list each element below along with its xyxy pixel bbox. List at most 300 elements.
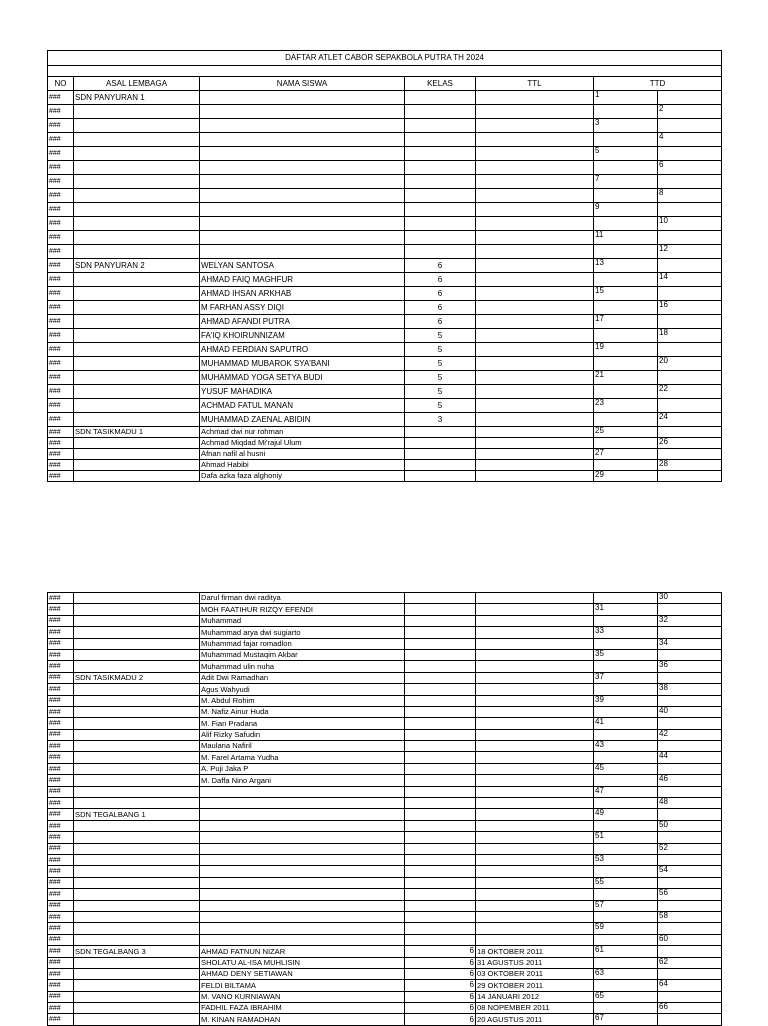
ttd-signature-number: 33 — [594, 627, 658, 638]
ttd-signature-number: 57 — [594, 900, 658, 911]
table-row — [48, 900, 722, 911]
ttl-cell — [476, 718, 594, 729]
nama-siswa-cell: A. Puji Jaka P — [200, 763, 405, 774]
ttd-signature-number: 27 — [594, 449, 658, 460]
nama-siswa-cell — [200, 91, 405, 105]
asal-lembaga-cell — [74, 627, 200, 638]
kelas-cell: 5 — [405, 357, 476, 371]
ttd-signature-blank — [594, 775, 658, 786]
nama-siswa-cell: Afnan nafil al husni — [200, 449, 405, 460]
ttd-signature-number: 1 — [594, 91, 658, 105]
kelas-cell — [405, 718, 476, 729]
nama-siswa-cell: M. VANO KURNIAWAN — [200, 991, 405, 1002]
ttd-signature-blank — [594, 661, 658, 672]
table-row — [48, 385, 722, 399]
asal-lembaga-cell — [74, 832, 200, 843]
nama-siswa-cell: Dafa azka faza alghoniy — [200, 471, 405, 482]
kelas-cell: 6 — [405, 273, 476, 287]
row-number: ### — [48, 147, 74, 161]
table-row — [48, 203, 722, 217]
ttd-signature-blank — [658, 604, 722, 615]
ttd-signature-number: 55 — [594, 877, 658, 888]
row-number: ### — [48, 343, 74, 357]
ttd-signature-number: 66 — [658, 1003, 722, 1014]
table-row — [48, 427, 722, 438]
table-row — [48, 371, 722, 385]
ttl-cell — [476, 934, 594, 945]
ttl-cell — [476, 877, 594, 888]
row-number: ### — [48, 287, 74, 301]
ttd-signature-number: 21 — [594, 371, 658, 385]
ttl-cell: 03 OKTOBER 2011 — [476, 968, 594, 979]
asal-lembaga-cell — [74, 357, 200, 371]
nama-siswa-cell: M. Fian Pradana — [200, 718, 405, 729]
table-row — [48, 245, 722, 259]
ttd-signature-blank — [594, 438, 658, 449]
nama-siswa-cell: AHMAD FERDIAN SAPUTRO — [200, 343, 405, 357]
ttd-signature-blank — [658, 449, 722, 460]
kelas-cell — [405, 729, 476, 740]
table-row — [48, 105, 722, 119]
nama-siswa-cell: MOH FAATIHUR RIZQY EFENDI — [200, 604, 405, 615]
asal-lembaga-cell — [74, 638, 200, 649]
table-row — [48, 133, 722, 147]
ttd-signature-blank — [594, 889, 658, 900]
ttd-signature-blank — [594, 843, 658, 854]
ttd-signature-number: 17 — [594, 315, 658, 329]
ttl-cell — [476, 413, 594, 427]
ttd-signature-blank — [594, 133, 658, 147]
ttl-cell — [476, 900, 594, 911]
ttl-cell — [476, 763, 594, 774]
kelas-cell — [405, 911, 476, 922]
ttd-signature-number: 20 — [658, 357, 722, 371]
asal-lembaga-cell — [74, 752, 200, 763]
table-row — [48, 809, 722, 820]
asal-lembaga-cell — [74, 203, 200, 217]
kelas-cell: 5 — [405, 399, 476, 413]
row-number: ### — [48, 661, 74, 672]
row-number: ### — [48, 413, 74, 427]
nama-siswa-cell — [200, 119, 405, 133]
asal-lembaga-cell — [74, 329, 200, 343]
kelas-cell: 6 — [405, 980, 476, 991]
table-row — [48, 877, 722, 888]
asal-lembaga-cell — [74, 147, 200, 161]
row-number: ### — [48, 593, 74, 604]
asal-lembaga-cell — [74, 706, 200, 717]
kelas-cell — [405, 763, 476, 774]
asal-lembaga-cell — [74, 231, 200, 245]
asal-lembaga-cell — [74, 385, 200, 399]
asal-lembaga-cell — [74, 957, 200, 968]
ttd-signature-number: 41 — [594, 718, 658, 729]
table-row — [48, 752, 722, 763]
nama-siswa-cell: Maulana Nafiril — [200, 741, 405, 752]
ttl-cell — [476, 627, 594, 638]
ttd-signature-number: 10 — [658, 217, 722, 231]
asal-lembaga-cell — [74, 105, 200, 119]
ttl-cell — [476, 854, 594, 865]
asal-lembaga-cell — [74, 900, 200, 911]
ttl-cell — [476, 315, 594, 329]
table-row — [48, 718, 722, 729]
ttd-signature-number: 44 — [658, 752, 722, 763]
nama-siswa-cell: M. Nafiz Ainur Huda — [200, 706, 405, 717]
ttd-signature-blank — [658, 809, 722, 820]
ttd-signature-blank — [594, 706, 658, 717]
row-number: ### — [48, 786, 74, 797]
kelas-cell — [405, 820, 476, 831]
asal-lembaga-cell: SDN TEGALBANG 3 — [74, 946, 200, 957]
ttd-signature-number: 11 — [594, 231, 658, 245]
ttd-signature-number: 60 — [658, 934, 722, 945]
row-number: ### — [48, 329, 74, 343]
ttd-signature-blank — [658, 371, 722, 385]
asal-lembaga-cell — [74, 763, 200, 774]
table-row — [48, 695, 722, 706]
table-row — [48, 866, 722, 877]
table-row — [48, 471, 722, 482]
nama-siswa-cell — [200, 854, 405, 865]
kelas-cell — [405, 843, 476, 854]
ttd-signature-blank — [594, 413, 658, 427]
ttl-cell — [476, 119, 594, 133]
ttd-signature-number: 51 — [594, 832, 658, 843]
ttd-signature-blank — [594, 980, 658, 991]
ttl-cell — [476, 105, 594, 119]
ttl-cell — [476, 399, 594, 413]
ttd-signature-blank — [594, 460, 658, 471]
nama-siswa-cell: M FARHAN ASSY DIQI — [200, 301, 405, 315]
nama-siswa-cell — [200, 217, 405, 231]
kelas-cell — [405, 438, 476, 449]
row-number: ### — [48, 315, 74, 329]
ttd-signature-blank — [658, 175, 722, 189]
ttd-signature-number: 40 — [658, 706, 722, 717]
kelas-cell — [405, 923, 476, 934]
ttd-signature-blank — [658, 854, 722, 865]
kelas-cell: 5 — [405, 371, 476, 385]
nama-siswa-cell: SHOLATU AL-ISA MUHLISIN — [200, 957, 405, 968]
asal-lembaga-cell — [74, 371, 200, 385]
asal-lembaga-cell — [74, 854, 200, 865]
kelas-cell — [405, 695, 476, 706]
asal-lembaga-cell — [74, 413, 200, 427]
asal-lembaga-cell — [74, 217, 200, 231]
asal-lembaga-cell — [74, 1003, 200, 1014]
ttl-cell — [476, 203, 594, 217]
table-row — [48, 729, 722, 740]
ttd-signature-number: 63 — [594, 968, 658, 979]
nama-siswa-cell — [200, 798, 405, 809]
table-row — [48, 820, 722, 831]
ttd-signature-blank — [594, 638, 658, 649]
row-number: ### — [48, 119, 74, 133]
row-number: ### — [48, 399, 74, 413]
ttd-signature-number: 13 — [594, 259, 658, 273]
ttd-signature-blank — [658, 471, 722, 482]
ttd-signature-number: 64 — [658, 980, 722, 991]
row-number: ### — [48, 911, 74, 922]
ttd-signature-number: 53 — [594, 854, 658, 865]
kelas-cell — [405, 460, 476, 471]
asal-lembaga-cell — [74, 175, 200, 189]
table-row — [48, 763, 722, 774]
ttl-cell — [476, 189, 594, 203]
nama-siswa-cell: Adit Dwi Ramadhan — [200, 672, 405, 683]
ttd-signature-blank — [658, 287, 722, 301]
table-row — [48, 706, 722, 717]
kelas-cell — [405, 706, 476, 717]
nama-siswa-cell — [200, 900, 405, 911]
nama-siswa-cell — [200, 923, 405, 934]
table-row — [48, 357, 722, 371]
row-number: ### — [48, 231, 74, 245]
nama-siswa-cell — [200, 820, 405, 831]
ttd-signature-number: 15 — [594, 287, 658, 301]
table-row — [48, 661, 722, 672]
ttl-cell — [476, 175, 594, 189]
nama-siswa-cell: Muhammad Mustaqim Akbar — [200, 649, 405, 660]
table-row — [48, 980, 722, 991]
ttd-signature-number: 36 — [658, 661, 722, 672]
ttd-signature-blank — [658, 741, 722, 752]
ttd-signature-number: 62 — [658, 957, 722, 968]
row-number: ### — [48, 627, 74, 638]
ttd-signature-number: 2 — [658, 105, 722, 119]
asal-lembaga-cell — [74, 980, 200, 991]
ttd-signature-number: 5 — [594, 147, 658, 161]
asal-lembaga-cell — [74, 460, 200, 471]
ttl-cell — [476, 438, 594, 449]
kelas-cell — [405, 217, 476, 231]
nama-siswa-cell — [200, 934, 405, 945]
row-number: ### — [48, 301, 74, 315]
table-row — [48, 854, 722, 865]
table-row — [48, 301, 722, 315]
ttd-signature-number: 49 — [594, 809, 658, 820]
ttd-signature-number: 6 — [658, 161, 722, 175]
ttl-cell — [476, 809, 594, 820]
kelas-cell — [405, 684, 476, 695]
nama-siswa-cell — [200, 147, 405, 161]
row-number: ### — [48, 889, 74, 900]
row-number: ### — [48, 832, 74, 843]
kelas-cell — [405, 231, 476, 245]
asal-lembaga-cell — [74, 729, 200, 740]
row-number: ### — [48, 1014, 74, 1025]
ttd-signature-number: 24 — [658, 413, 722, 427]
table-row — [48, 934, 722, 945]
asal-lembaga-cell — [74, 245, 200, 259]
nama-siswa-cell: Alif Rizky Safudin — [200, 729, 405, 740]
ttd-signature-number: 8 — [658, 189, 722, 203]
row-number: ### — [48, 615, 74, 626]
ttl-cell: 31 AGUSTUS 2011 — [476, 957, 594, 968]
nama-siswa-cell: AHMAD AFANDI PUTRA — [200, 315, 405, 329]
ttd-signature-blank — [658, 649, 722, 660]
ttd-signature-blank — [658, 315, 722, 329]
ttd-signature-number: 16 — [658, 301, 722, 315]
table-row — [48, 449, 722, 460]
ttd-signature-blank — [658, 672, 722, 683]
ttl-cell — [476, 273, 594, 287]
ttd-signature-number: 42 — [658, 729, 722, 740]
ttd-signature-number: 3 — [594, 119, 658, 133]
table-row — [48, 399, 722, 413]
asal-lembaga-cell: SDN TASIKMADU 1 — [74, 427, 200, 438]
asal-lembaga-cell — [74, 991, 200, 1002]
row-number: ### — [48, 946, 74, 957]
nama-siswa-cell: WELYAN SANTOSA — [200, 259, 405, 273]
ttl-cell — [476, 889, 594, 900]
kelas-cell — [405, 672, 476, 683]
asal-lembaga-cell — [74, 911, 200, 922]
ttd-signature-blank — [594, 752, 658, 763]
kelas-cell — [405, 189, 476, 203]
blank-row — [48, 66, 722, 77]
ttd-signature-blank — [658, 119, 722, 133]
table-row — [48, 460, 722, 471]
table-row — [48, 189, 722, 203]
ttd-signature-blank — [594, 273, 658, 287]
asal-lembaga-cell — [74, 866, 200, 877]
ttl-cell — [476, 923, 594, 934]
ttl-cell — [476, 775, 594, 786]
nama-siswa-cell — [200, 832, 405, 843]
table-row — [48, 287, 722, 301]
ttl-cell: 29 OKTOBER 2011 — [476, 980, 594, 991]
kelas-cell: 3 — [405, 413, 476, 427]
row-number: ### — [48, 1003, 74, 1014]
nama-siswa-cell: AHMAD FAIQ MAGHFUR — [200, 273, 405, 287]
row-number: ### — [48, 877, 74, 888]
ttl-cell — [476, 661, 594, 672]
ttl-cell — [476, 672, 594, 683]
ttd-signature-number: 4 — [658, 133, 722, 147]
row-number: ### — [48, 91, 74, 105]
row-number: ### — [48, 672, 74, 683]
ttd-signature-blank — [658, 991, 722, 1002]
asal-lembaga-cell — [74, 718, 200, 729]
row-number: ### — [48, 245, 74, 259]
nama-siswa-cell — [200, 105, 405, 119]
nama-siswa-cell: Muhammad — [200, 615, 405, 626]
kelas-cell — [405, 615, 476, 626]
table-row — [48, 119, 722, 133]
nama-siswa-cell: Muhammad ulin nuha — [200, 661, 405, 672]
ttd-signature-blank — [594, 245, 658, 259]
nama-siswa-cell: YUSUF MAHADIKA — [200, 385, 405, 399]
row-number: ### — [48, 471, 74, 482]
ttd-signature-blank — [594, 593, 658, 604]
row-number: ### — [48, 695, 74, 706]
nama-siswa-cell: Darul firman dwi raditya — [200, 593, 405, 604]
nama-siswa-cell — [200, 245, 405, 259]
ttd-signature-number: 18 — [658, 329, 722, 343]
ttd-signature-number: 37 — [594, 672, 658, 683]
asal-lembaga-cell: SDN TEGALBANG 1 — [74, 809, 200, 820]
ttl-cell — [476, 604, 594, 615]
kelas-cell — [405, 147, 476, 161]
table-row — [48, 968, 722, 979]
table-row — [48, 786, 722, 797]
row-number: ### — [48, 923, 74, 934]
kelas-cell — [405, 119, 476, 133]
table-row — [48, 923, 722, 934]
asal-lembaga-cell — [74, 877, 200, 888]
ttd-signature-number: 58 — [658, 911, 722, 922]
kelas-cell — [405, 427, 476, 438]
ttd-signature-number: 12 — [658, 245, 722, 259]
ttl-cell — [476, 147, 594, 161]
ttd-signature-number: 46 — [658, 775, 722, 786]
row-number: ### — [48, 105, 74, 119]
ttd-signature-number: 45 — [594, 763, 658, 774]
ttd-signature-blank — [594, 385, 658, 399]
table-row — [48, 231, 722, 245]
kelas-cell: 6 — [405, 301, 476, 315]
ttd-signature-blank — [594, 161, 658, 175]
kelas-cell — [405, 661, 476, 672]
kelas-cell: 6 — [405, 946, 476, 957]
table-row — [48, 217, 722, 231]
ttl-cell — [476, 638, 594, 649]
ttl-cell — [476, 684, 594, 695]
kelas-cell — [405, 627, 476, 638]
nama-siswa-cell: MUHAMMAD ZAENAL ABIDIN — [200, 413, 405, 427]
nama-siswa-cell: Achmad dwi nur rohman — [200, 427, 405, 438]
kelas-cell — [405, 471, 476, 482]
ttd-signature-number: 32 — [658, 615, 722, 626]
ttl-cell — [476, 695, 594, 706]
table-row — [48, 684, 722, 695]
kelas-cell: 6 — [405, 968, 476, 979]
nama-siswa-cell: AHMAD FATNUN NIZAR — [200, 946, 405, 957]
ttl-cell — [476, 217, 594, 231]
kelas-cell — [405, 449, 476, 460]
nama-siswa-cell — [200, 866, 405, 877]
asal-lembaga-cell — [74, 315, 200, 329]
nama-siswa-cell: M. Daffa Nino Argani — [200, 775, 405, 786]
kelas-cell — [405, 809, 476, 820]
table-row — [48, 798, 722, 809]
row-number: ### — [48, 934, 74, 945]
kelas-cell: 5 — [405, 329, 476, 343]
ttd-signature-number: 48 — [658, 798, 722, 809]
ttl-cell — [476, 449, 594, 460]
asal-lembaga-cell — [74, 775, 200, 786]
ttl-cell — [476, 729, 594, 740]
row-number: ### — [48, 763, 74, 774]
ttd-signature-number: 67 — [594, 1014, 658, 1025]
ttl-cell — [476, 245, 594, 259]
row-number: ### — [48, 638, 74, 649]
ttl-cell — [476, 866, 594, 877]
nama-siswa-cell: Achmad Miqdad Mi'rajul Ulum — [200, 438, 405, 449]
ttd-signature-blank — [594, 866, 658, 877]
ttl-cell — [476, 820, 594, 831]
row-number: ### — [48, 900, 74, 911]
header-ttl: TTL — [476, 77, 594, 91]
nama-siswa-cell: Agus Wahyudi — [200, 684, 405, 695]
kelas-cell — [405, 877, 476, 888]
ttd-signature-number: 28 — [658, 460, 722, 471]
kelas-cell — [405, 105, 476, 119]
row-number: ### — [48, 957, 74, 968]
ttd-signature-number: 31 — [594, 604, 658, 615]
